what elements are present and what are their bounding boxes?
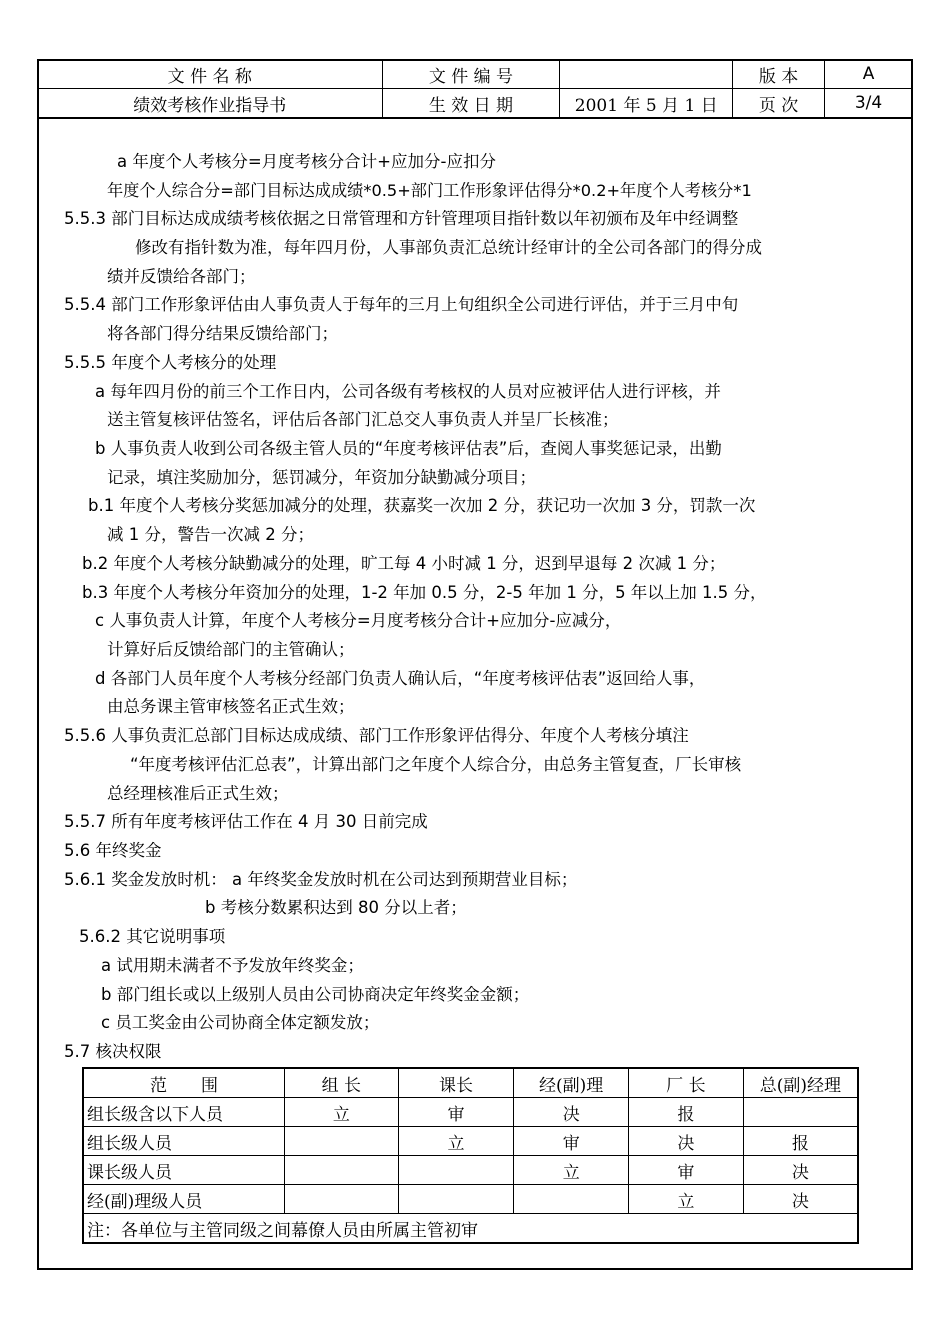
section-5-5-5: 5.5.5 年度个人考核分的处理 <box>64 353 277 372</box>
section-5-5-4: 5.5.4 部门工作形象评估由人事负责人于每年的三月上旬组织全公司进行评估，并于三月中旬 <box>64 295 739 314</box>
section-5-7: 5.7 核决权限 <box>64 1042 162 1061</box>
table-cell: 组长级人员 <box>83 1127 284 1156</box>
page-label: 页 次 <box>733 89 825 119</box>
text-line: 年度个人综合分=部门目标达成成绩*0.5+部门工作形象评估得分*0.2+年度个人考核分*1 <box>107 181 752 200</box>
table-cell: 组长级含以下人员 <box>83 1098 284 1127</box>
text-line: b 考核分数累积达到 80 分以上者； <box>205 898 467 917</box>
text-line: c 员工奖金由公司协商全体定额发放； <box>101 1013 380 1032</box>
document-header-table <box>37 59 913 119</box>
column-header: 组 长 <box>284 1068 398 1098</box>
table-cell: 立 <box>284 1098 398 1127</box>
table-cell: 报 <box>743 1127 858 1156</box>
table-cell: 立 <box>514 1156 629 1185</box>
text-line: c 人事负责人计算，年度个人考核分=月度考核分合计+应加分-应减分， <box>95 611 622 630</box>
table-cell: 审 <box>514 1127 629 1156</box>
section-5-5-6: 5.5.6 人事负责汇总部门目标达成成绩、部门工作形象评估得分、年度个人考核分填注 <box>64 726 689 745</box>
table-cell: 审 <box>398 1098 514 1127</box>
text-line: a 年度个人考核分=月度考核分合计+应加分-应扣分 <box>117 152 496 171</box>
text-line: 记录，填注奖励加分，惩罚减分，年资加分缺勤减分项目； <box>107 468 536 487</box>
file-number-label: 文 件 编 号 <box>382 60 560 89</box>
section-5-6-1: 5.6.1 奖金发放时机： a 年终奖金发放时机在公司达到预期营业目标； <box>64 870 578 889</box>
table-cell: 决 <box>514 1098 629 1127</box>
section-5-5-3: 5.5.3 部门目标达成成绩考核依据之日常管理和方针管理项目指针数以年初颁布及年中经调整 <box>64 209 739 228</box>
text-line: 送主管复核评估签名，评估后各部门汇总交人事负责人并呈厂长核准； <box>107 410 619 429</box>
text-line: 减 1 分，警告一次减 2 分； <box>107 525 314 544</box>
version-value: A <box>825 60 913 89</box>
section-5-6-2: 5.6.2 其它说明事项 <box>79 927 226 946</box>
table-cell <box>284 1185 398 1214</box>
table-cell <box>743 1098 858 1127</box>
column-header: 总(副)经理 <box>743 1068 858 1098</box>
table-row <box>83 1098 858 1127</box>
text-line: b.3 年度个人考核分年资加分的处理，1-2 年加 0.5 分，2-5 年加 1 分，5 年以上加 1.5 分， <box>82 583 767 602</box>
table-cell <box>514 1185 629 1214</box>
file-name-label: 文 件 名 称 <box>38 60 383 89</box>
table-row <box>83 1156 858 1185</box>
text-line: 修改有指针数为准，每年四月份，人事部负责汇总统计经审计的全公司各部门的得分成 <box>135 238 762 257</box>
table-note-row <box>83 1214 858 1244</box>
table-cell <box>398 1185 514 1214</box>
table-cell: 立 <box>398 1127 514 1156</box>
table-row <box>83 1185 858 1214</box>
document-title: 绩效考核作业指导书 <box>38 89 383 119</box>
text-line: 将各部门得分结果反馈给部门； <box>107 324 338 343</box>
text-line: b.2 年度个人考核分缺勤减分的处理，旷工每 4 小时减 1 分，迟到早退每 2 次减 1 分； <box>82 554 726 573</box>
page-number: 3/4 <box>825 89 913 119</box>
text-line: b 人事负责人收到公司各级主管人员的“年度考核评估表”后，查阅人事奖惩记录，出勤 <box>95 439 722 458</box>
text-line: 总经理核准后正式生效； <box>107 784 289 803</box>
column-header: 课长 <box>398 1068 514 1098</box>
table-cell: 决 <box>629 1127 744 1156</box>
text-line: a 每年四月份的前三个工作日内，公司各级有考核权的人员对应被评估人进行评核，并 <box>95 382 721 401</box>
version-label: 版 本 <box>733 60 825 89</box>
table-cell: 课长级人员 <box>83 1156 284 1185</box>
column-header: 范 围 <box>83 1068 284 1098</box>
section-5-6: 5.6 年终奖金 <box>64 841 162 860</box>
column-header: 经(副)理 <box>514 1068 629 1098</box>
text-line: 计算好后反馈给部门的主管确认； <box>107 640 355 659</box>
table-cell <box>284 1156 398 1185</box>
table-note: 注：各单位与主管同级之间幕僚人员由所属主管初审 <box>83 1214 858 1244</box>
text-line: b.1 年度个人考核分奖惩加减分的处理，获嘉奖一次加 2 分，获记功一次加 3 分，罚款一次 <box>88 496 756 515</box>
text-line: “年度考核评估汇总表”，计算出部门之年度个人综合分，由总务主管复查，厂长审核 <box>130 755 742 774</box>
table-cell: 审 <box>629 1156 744 1185</box>
text-line: d 各部门人员年度个人考核分经部门负责人确认后，“年度考核评估表”返回给人事， <box>95 669 706 688</box>
text-line: a 试用期未满者不予发放年终奖金； <box>101 956 364 975</box>
table-cell <box>284 1127 398 1156</box>
table-cell: 报 <box>629 1098 744 1127</box>
table-cell: 立 <box>629 1185 744 1214</box>
text-line: 由总务课主管审核签名正式生效； <box>107 697 355 716</box>
effective-date-label: 生 效 日 期 <box>382 89 560 119</box>
effective-date-value: 2001 年 5 月 1 日 <box>560 89 733 119</box>
table-cell: 决 <box>743 1156 858 1185</box>
table-cell <box>398 1156 514 1185</box>
authority-table <box>82 1067 859 1244</box>
table-cell: 经(副)理级人员 <box>83 1185 284 1214</box>
table-header-row <box>83 1068 858 1098</box>
section-5-5-7: 5.5.7 所有年度考核评估工作在 4 月 30 日前完成 <box>64 812 428 831</box>
column-header: 厂 长 <box>629 1068 744 1098</box>
table-row <box>83 1127 858 1156</box>
file-number-value <box>560 60 733 89</box>
text-line: 绩并反馈给各部门； <box>107 267 256 286</box>
text-line: b 部门组长或以上级别人员由公司协商决定年终奖金金额； <box>101 985 530 1004</box>
table-cell: 决 <box>743 1185 858 1214</box>
